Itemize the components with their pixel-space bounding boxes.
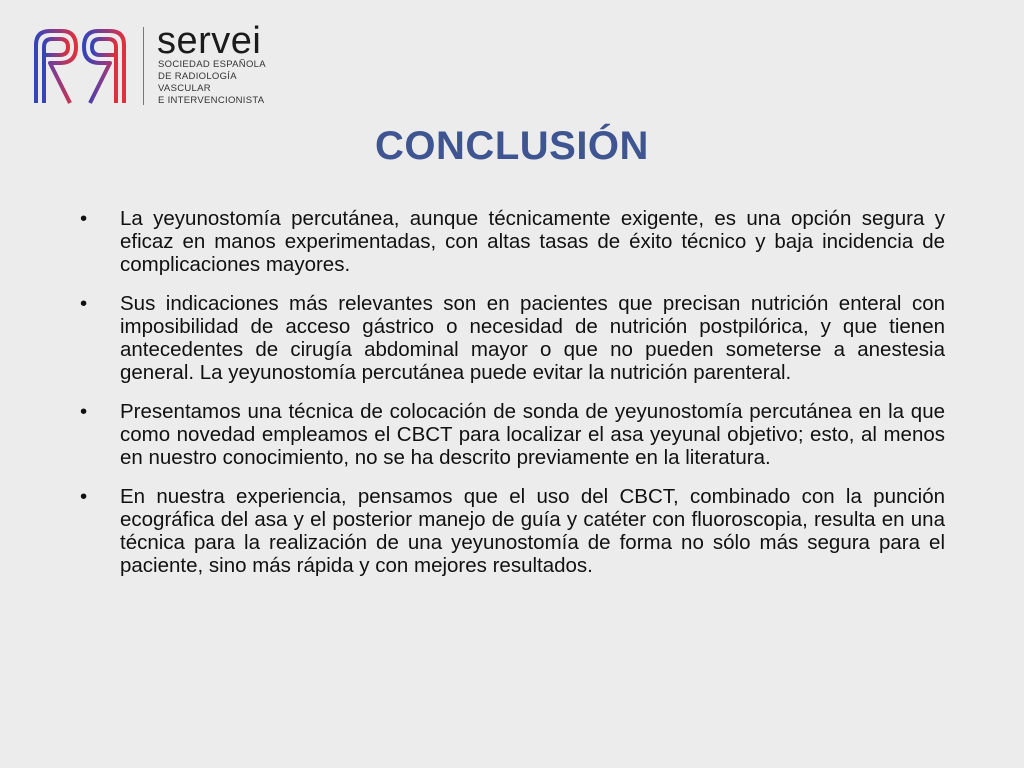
logo-name: servei [157, 20, 262, 62]
list-item-text: La yeyunostomía percutánea, aunque técnicamente exigente, es una opción segura y eficaz en manos experimentadas, con altas tasas de éxito técnico y baja incidencia de complicaciones mayores. [120, 207, 945, 276]
logo-subtitle-line: SOCIEDAD ESPAÑOLA [158, 59, 266, 70]
bullet-icon: • [80, 207, 88, 230]
list-item-text: Presentamos una técnica de colocación de sonda de yeyunostomía percutánea en la que como novedad empleamos el CBCT para localizar el asa yeyunal objetivo; esto, al menos en nuestro conocimiento, no se ha descrito previamente en la literatura. [120, 400, 945, 469]
logo-subtitle-line: VASCULAR [158, 83, 211, 94]
logo-subtitle-line: DE RADIOLOGÍA [158, 71, 237, 82]
conclusion-list [80, 207, 945, 593]
bullet-icon: • [80, 400, 88, 423]
page-title: CONCLUSIÓN [375, 124, 649, 168]
bullet-icon: • [80, 485, 88, 508]
list-item [80, 292, 945, 384]
list-item [80, 400, 945, 469]
list-item [80, 485, 945, 577]
logo-subtitle [158, 59, 266, 107]
list-item-text: Sus indicaciones más relevantes son en pacientes que precisan nutrición enteral con imposibilidad de acceso gástrico o necesidad de nutrición postpilórica, y que tienen antecedentes de cirugía abdominal mayor o que no pueden someterse a anestesia general. La yeyunostomía percutánea puede evitar la nutrición parenteral. [120, 292, 945, 384]
bullet-icon: • [80, 292, 88, 315]
logo-subtitle-line: E INTERVENCIONISTA [158, 95, 265, 106]
list-item [80, 207, 945, 276]
logo-divider [143, 27, 144, 105]
list-item-text: En nuestra experiencia, pensamos que el uso del CBCT, combinado con la punción ecográfica del asa y el posterior manejo de guía y catéter con fluoroscopia, resulta en una técnica para la realización de una yeyunostomía de forma no sólo más segura para el paciente, sino más rápida y con mejores resultados. [120, 485, 945, 577]
servei-logo-icon [30, 25, 130, 107]
